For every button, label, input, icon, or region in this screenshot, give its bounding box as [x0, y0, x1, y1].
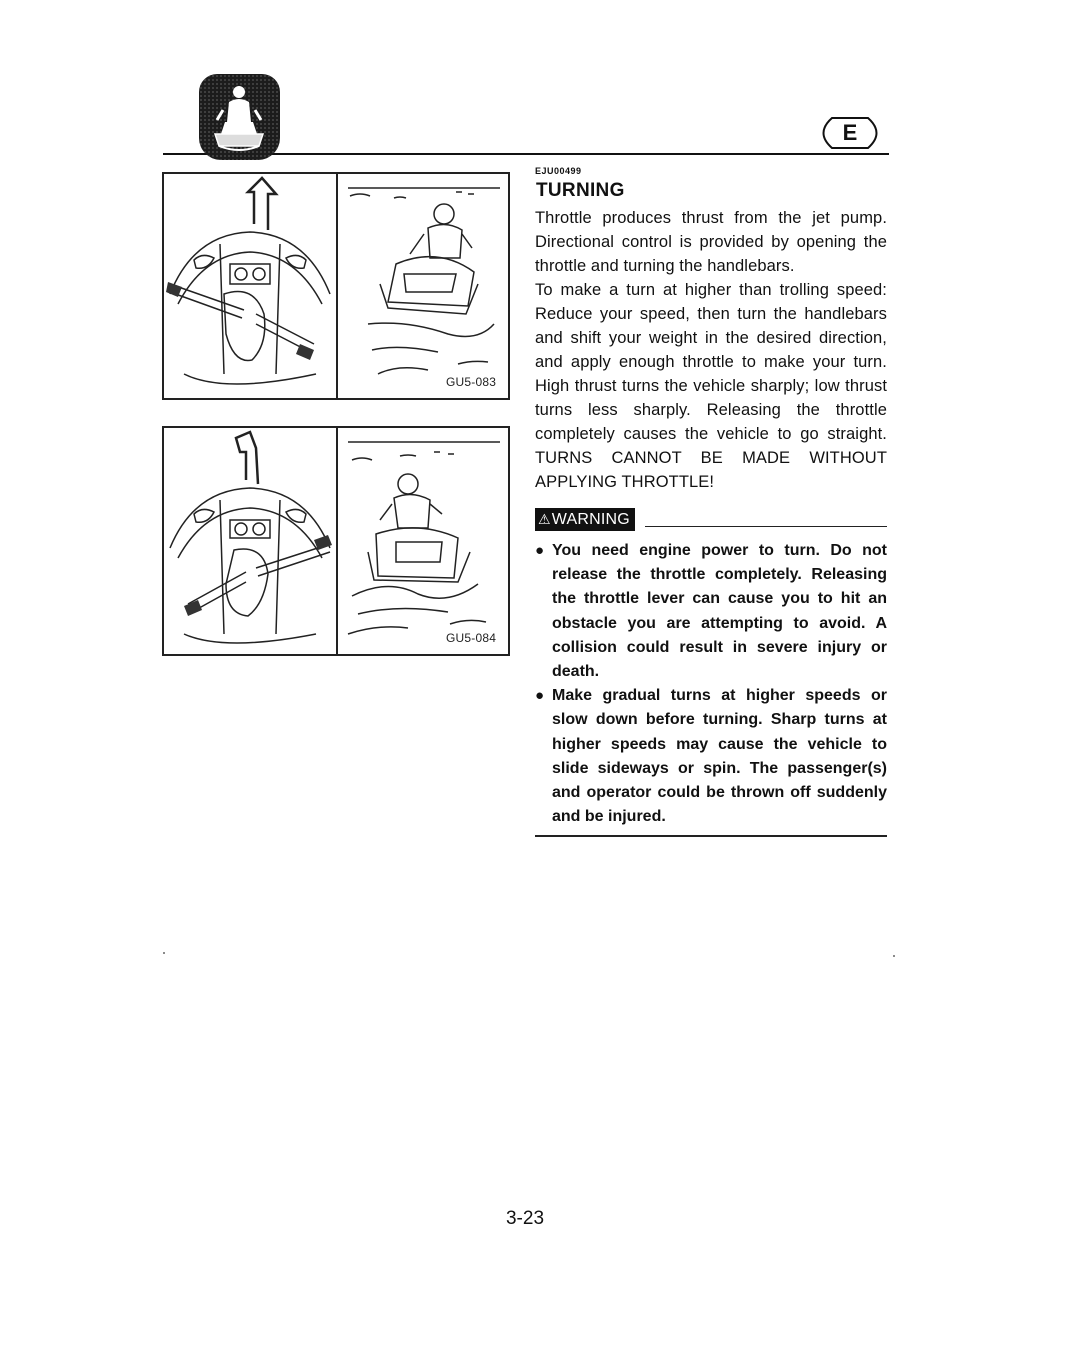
turn-left-figure: [162, 426, 510, 656]
document-code: EJU00499: [535, 166, 582, 176]
body-paragraph: To make a turn at higher than trolling speed: Reduce your speed, then turn the handlebars and shift your weight in the desired direction, and apply enough throttle to make your turn. High thrust turns the vehicle sharply; low thrust turns less sharply. Releasing the throttle completely causes the vehicle to go straight. TURNS CANNOT BE MADE WITHOUT APPLYING THROTTLE!: [535, 281, 887, 491]
warning-item-text: You need engine power to turn. Do not release the throttle completely. Releasing the throttle lever can cause you to hit an obstacle you are attempting to avoid. A collision could result in severe injury or death.: [552, 542, 887, 681]
scan-speck: [163, 952, 165, 954]
page-number: 3-23: [505, 1208, 545, 1229]
turning-section: [535, 166, 887, 837]
rider-turn-left-illustration: [338, 428, 508, 654]
warning-badge: [535, 508, 635, 531]
warning-rule: [645, 526, 887, 528]
rider-turn-right-illustration: [338, 174, 508, 398]
warning-item: [535, 539, 887, 684]
personal-watercraft-rider-icon: [199, 74, 280, 160]
turn-right-figure: [162, 172, 510, 400]
language-badge-label: E: [842, 120, 858, 145]
handlebar-turn-left-illustration: [164, 428, 336, 654]
figure-code: GU5-084: [446, 631, 497, 645]
warning-label: WARNING: [551, 510, 630, 528]
warning-item: [535, 684, 887, 829]
warning-item-text: Make gradual turns at higher speeds or slow down before turning. Sharp turns at higher speeds may cause the vehicle to slide sideways or spin. The passenger(s) and operator could be thrown off suddenly and be injured.: [552, 687, 887, 826]
section-heading: TURNING: [536, 180, 625, 201]
warning-triangle-icon: ⚠: [538, 511, 551, 527]
bullet-icon: ●: [535, 542, 545, 559]
scan-speck: [893, 955, 895, 957]
warning-list: [535, 539, 887, 829]
body-paragraph: Throttle produces thrust from the jet pump. Directional control is provided by opening the throttle and turning the handlebars.: [535, 209, 887, 275]
warning-header: [535, 508, 887, 531]
bullet-icon: ●: [535, 687, 545, 705]
warning-end-rule: [535, 835, 887, 837]
figure-code: GU5-083: [446, 375, 497, 389]
handlebar-turn-right-illustration: [164, 174, 336, 398]
language-badge: [812, 115, 888, 151]
